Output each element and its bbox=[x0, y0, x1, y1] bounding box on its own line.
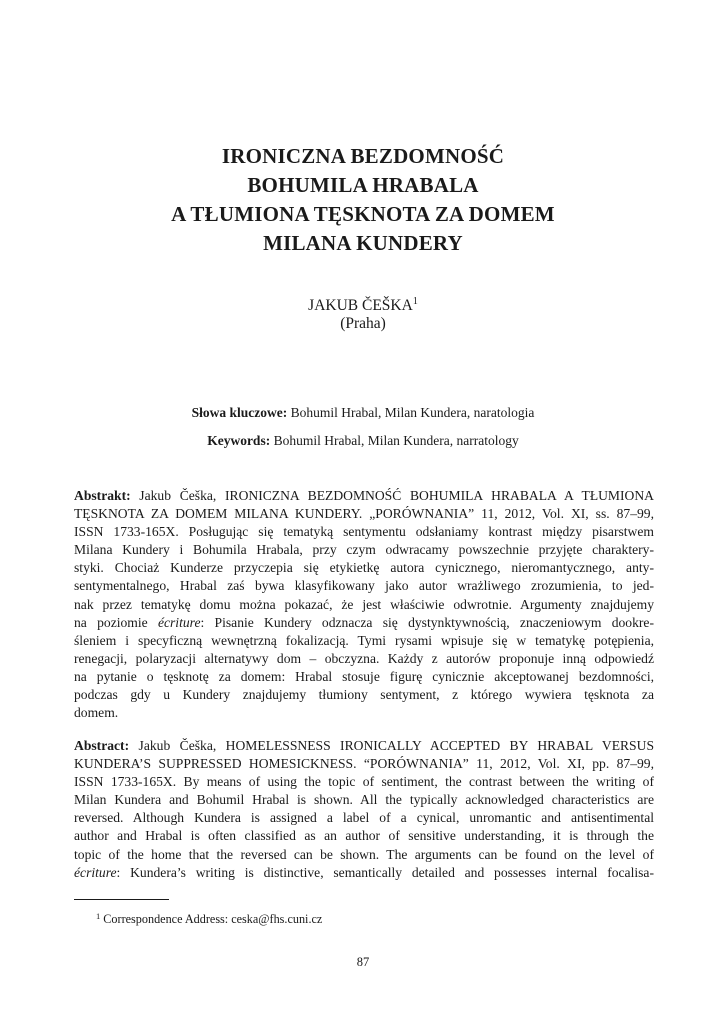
footnote-divider bbox=[74, 899, 169, 900]
abstract-line: KUNDERA’S SUPPRESSED HOMESICKNESS. “PORÓWNANIA” 11, 2012, Vol. XI, pp. 87–99, bbox=[74, 756, 654, 772]
abstract-english bbox=[74, 737, 654, 882]
keywords-polish bbox=[0, 404, 726, 422]
italic-term: écriture bbox=[157, 614, 201, 630]
footnote-text: Correspondence Address: ceska@fhs.cuni.cz bbox=[100, 912, 323, 926]
abstract-line: sentymentalnego, Hrabal zaś bywa klasyfikowany jako autor wrażliwego zrozumienia, to jed- bbox=[74, 578, 654, 594]
abstract-line: nak przez tematykę domu można pokazać, że jest właściwie odwrotnie. Argumenty znajdujemy bbox=[74, 596, 654, 612]
abstract-line: podczas gdy u Kundery znajdujemy tłumiony sentyment, z którego wywiera tęsknota za bbox=[74, 687, 654, 703]
author-name: JAKUB ČEŠKA bbox=[308, 297, 413, 314]
footnote-ref[interactable]: 1 bbox=[412, 296, 418, 307]
abstract-label: Abstrakt: bbox=[74, 488, 131, 503]
keywords-text: Bohumil Hrabal, Milan Kundera, naratologia bbox=[287, 405, 535, 420]
abstract-line: Abstract: Jakub Češka, HOMELESSNESS IRONICALLY ACCEPTED BY HRABAL VERSUS bbox=[74, 738, 654, 753]
footnote bbox=[96, 908, 322, 927]
abstract-line: styki. Chociaż Kunderze przyczepia się etykietkę autora cynicznego, nieromantycznego, anty- bbox=[74, 560, 654, 576]
abstract-line: na poziomie écriture: Pisanie Kundery odznacza się dystynktywnością, znaczeniowym dookre- bbox=[74, 614, 654, 630]
affiliation: (Praha) bbox=[340, 315, 386, 332]
keywords-label: Słowa kluczowe: bbox=[191, 405, 288, 420]
abstract-polish bbox=[74, 487, 654, 722]
abstract-line: topic of the home that the reversed can be shown. The arguments can be found on the level of bbox=[74, 846, 654, 862]
title-line: BOHUMILA HRABALA bbox=[247, 173, 479, 197]
abstract-label: Abstract: bbox=[74, 738, 130, 753]
abstract-line: na pytanie o tęsknotę za domem: Hrabal stosuje figurę cynicznie akceptowanej bezdomności, bbox=[74, 668, 654, 684]
abstract-line: écriture: Kundera’s writing is distinctive, semantically detailed and possesses internal focalisa- bbox=[74, 864, 654, 880]
abstract-line: Milana Kundery i Bohumila Hrabala, przy czym odwracamy powszechnie przyjęte charaktery- bbox=[74, 542, 654, 558]
abstract-line: Milan Kundera and Bohumil Hrabal is shown. All the typically acknowledged characteristics are bbox=[74, 792, 654, 808]
title-line: MILANA KUNDERY bbox=[263, 231, 463, 255]
abstract-line: reversed. Although Kundera is assigned a label of a cynical, unromantic and antisentimental bbox=[74, 810, 654, 826]
abstract-line: renegacji, polaryzacji alternatywy dom – obczyzna. Każdy z autorów proponuje inną odpowiedź bbox=[74, 650, 654, 666]
abstract-line: author and Hrabal is often classified as an author of sensitive understanding, it is through the bbox=[74, 828, 654, 844]
article-title bbox=[60, 142, 666, 258]
italic-term: écriture bbox=[74, 864, 117, 880]
title-line: IRONICZNA BEZDOMNOŚĆ bbox=[221, 144, 505, 168]
abstract-line: Abstrakt: Jakub Češka, IRONICZNA BEZDOMNOŚĆ BOHUMILA HRABALA A TŁUMIONA bbox=[74, 488, 654, 503]
abstract-line: ISSN 1733-165X. By means of using the topic of sentiment, the contrast between the writing of bbox=[74, 774, 654, 790]
page-number: 87 bbox=[356, 955, 370, 969]
keywords-text: Bohumil Hrabal, Milan Kundera, narratology bbox=[270, 433, 519, 448]
footnote-number: 1 bbox=[96, 911, 101, 921]
abstract-line: ISSN 1733-165X. Posługując się tematyką sentymentu odsłaniamy kontrast między pisarstwem bbox=[74, 524, 654, 540]
keywords-label: Keywords: bbox=[207, 433, 271, 448]
abstract-line: TĘSKNOTA ZA DOMEM MILANA KUNDERY. „PORÓWNANIA” 11, 2012, Vol. XI, ss. 87–99, bbox=[74, 506, 654, 522]
abstract-line: śleniem i specyficzną wewnętrzną fokalizacją. Tymi rysami wpisuje się w tematykę potępienia, bbox=[74, 632, 654, 648]
abstract-line: domem. bbox=[74, 705, 119, 721]
title-line: A TŁUMIONA TĘSKNOTA ZA DOMEM bbox=[171, 202, 555, 226]
keywords-english bbox=[0, 432, 726, 450]
